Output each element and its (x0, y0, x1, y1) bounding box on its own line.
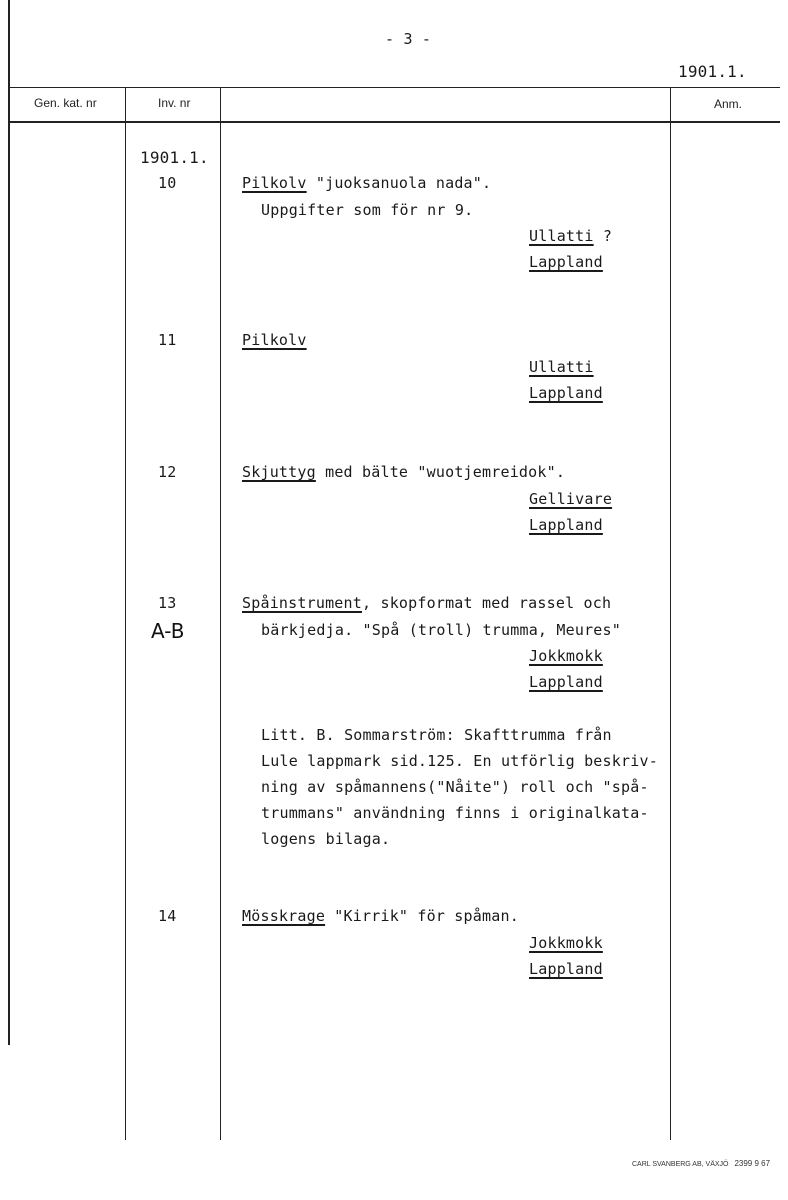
entry-14-place1: Jokkmokk (529, 934, 603, 952)
entry-13-place1: Jokkmokk (529, 647, 603, 665)
entry-13-rest: , skopformat med rassel och (362, 594, 612, 612)
entry-10-line2: Uppgifter som för nr 9. (261, 201, 474, 219)
entry-12-place1: Gellivare (529, 490, 613, 508)
entry-12-line1 (242, 463, 565, 481)
entry-11-title: Pilkolv (242, 331, 307, 349)
entry-14-title: Mösskrage (242, 907, 326, 925)
series-label: 1901.1. (140, 148, 209, 167)
column-divider-1 (125, 88, 126, 1140)
entry-12-title: Skjuttyg (242, 463, 316, 481)
entry-14-place2: Lappland (529, 960, 603, 978)
inv-number-11: 11 (158, 331, 177, 349)
entry-14-line1 (242, 907, 519, 925)
entry-10-place1: Ullatti (529, 227, 594, 245)
entry-10-title: Pilkolv (242, 174, 307, 192)
entry-10-rest: "juoksanuola nada". (306, 174, 492, 192)
entry-11-place2: Lappland (529, 384, 603, 402)
entry-10-place1-line (529, 227, 612, 245)
entry-10-line1 (242, 174, 491, 192)
left-page-edge (8, 0, 10, 1045)
entry-12-rest: med bälte "wuotjemreidok". (315, 463, 566, 481)
column-divider-3 (670, 88, 671, 1140)
printer-imprint (632, 1159, 770, 1168)
column-header-gen-kat-nr: Gen. kat. nr (34, 96, 97, 110)
entry-13-line2: bärkjedja. "Spå (troll) trumma, Meures" (261, 621, 621, 639)
entry-13-note-line-4: trummans" användning finns i originalkata- (261, 804, 649, 822)
entry-13-note-line-5: logens bilaga. (261, 830, 391, 848)
entry-13-line1 (242, 594, 611, 612)
entry-13-note-line-3: ning av spåmannens("Nåite") roll och "spå- (261, 778, 649, 796)
inv-number-14: 14 (158, 907, 177, 925)
collection-id: 1901.1. (678, 62, 747, 81)
inv-number-10: 10 (158, 174, 177, 192)
inv-number-13: 13 (158, 594, 177, 612)
printer-name: CARL SVANBERG AB, VÄXJÖ (632, 1161, 729, 1168)
entry-10-place2: Lappland (529, 253, 603, 271)
inv-number-12: 12 (158, 463, 177, 481)
column-divider-2 (220, 88, 221, 1140)
entry-14-rest: "Kirrik" för spåman. (325, 907, 519, 925)
column-header-inv-nr: Inv. nr (158, 96, 191, 110)
entry-13-place2: Lappland (529, 673, 603, 691)
handwritten-annotation: A-B (151, 619, 185, 643)
page-number: - 3 - (385, 30, 432, 48)
column-header-anm: Anm. (714, 97, 743, 111)
form-code: 2399 9 67 (734, 1159, 771, 1168)
entry-10-place1-suffix: ? (593, 227, 613, 245)
entry-11-place1: Ullatti (529, 358, 594, 376)
entry-13-note-line-1: Litt. B. Sommarström: Skafttrumma från (261, 726, 612, 744)
entry-13-title: Spåinstrument (242, 594, 362, 612)
entry-12-place2: Lappland (529, 516, 603, 534)
entry-13-note-line-2: Lule lappmark sid.125. En utförlig beskriv- (261, 752, 658, 770)
